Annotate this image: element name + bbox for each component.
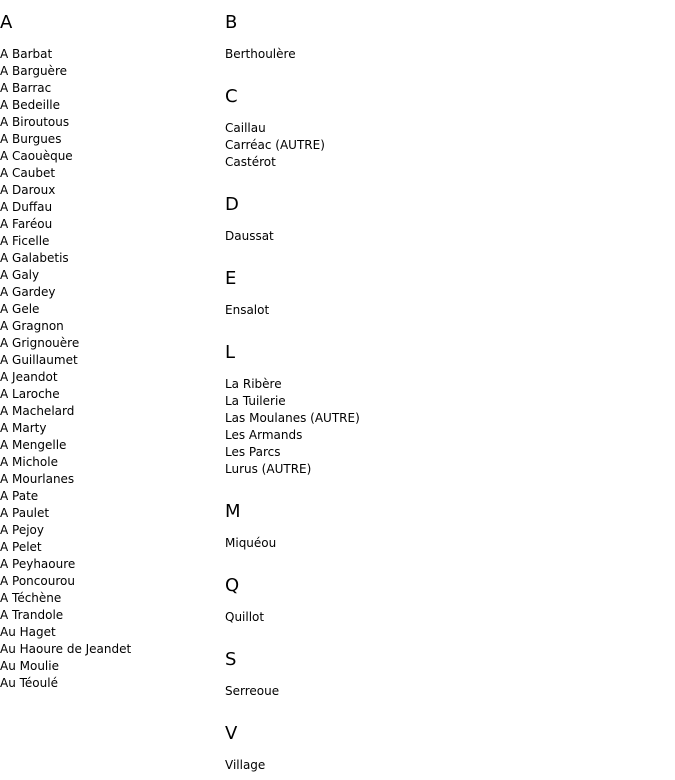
place-list-item: A Trandole bbox=[0, 608, 64, 622]
place-list-item: Carréac (AUTRE) bbox=[225, 138, 325, 152]
letter-section bbox=[225, 724, 665, 774]
letter-section bbox=[225, 343, 665, 478]
place-list-item: A Barrac bbox=[0, 81, 52, 95]
place-list-item: A Gele bbox=[0, 302, 40, 316]
letter-section bbox=[225, 195, 665, 245]
place-list bbox=[225, 46, 665, 63]
place-list bbox=[225, 228, 665, 245]
place-list-item: A Burgues bbox=[0, 132, 62, 146]
place-list-item: Serreoue bbox=[225, 684, 280, 698]
section-letter: B bbox=[225, 12, 238, 33]
place-list-item: Lurus (AUTRE) bbox=[225, 462, 312, 476]
place-list-item: Les Armands bbox=[225, 428, 303, 442]
letter-section bbox=[225, 87, 665, 171]
place-list-item: A Caubet bbox=[0, 166, 56, 180]
place-list-item: A Gragnon bbox=[0, 319, 64, 333]
place-list-item: A Pejoy bbox=[0, 523, 44, 537]
section-letter: Q bbox=[225, 575, 240, 596]
place-list-item: Au Haoure de Jeandet bbox=[0, 642, 132, 656]
place-list-item: A Galy bbox=[0, 268, 40, 282]
place-list-item: A Galabetis bbox=[0, 251, 69, 265]
place-list-item: A Paulet bbox=[0, 506, 50, 520]
place-list-item: A Jeandot bbox=[0, 370, 58, 384]
place-list-item: A Marty bbox=[0, 421, 47, 435]
place-list-item: A Ficelle bbox=[0, 234, 50, 248]
letter-section bbox=[225, 576, 665, 626]
place-list-item: Ensalot bbox=[225, 303, 270, 317]
letter-section bbox=[225, 650, 665, 700]
section-letter: A bbox=[0, 12, 13, 33]
place-list-item: A Poncourou bbox=[0, 574, 75, 588]
place-list bbox=[225, 376, 665, 478]
place-list bbox=[225, 757, 665, 774]
place-list-item: A Bedeille bbox=[0, 98, 61, 112]
place-list-item: La Tuilerie bbox=[225, 394, 286, 408]
place-list-item: La Ribère bbox=[225, 377, 282, 391]
place-list-item: A Barguère bbox=[0, 64, 67, 78]
place-list-item: A Laroche bbox=[0, 387, 60, 401]
section-letter: V bbox=[225, 723, 238, 744]
letter-section-a bbox=[0, 13, 220, 692]
place-list bbox=[225, 683, 665, 700]
place-list bbox=[225, 302, 665, 319]
place-list-item: A Gardey bbox=[0, 285, 56, 299]
place-list-item: Au Téoulé bbox=[0, 676, 58, 690]
letter-section bbox=[225, 13, 665, 63]
place-list-item: Daussat bbox=[225, 229, 274, 243]
place-list-item: A Biroutous bbox=[0, 115, 70, 129]
section-letter: L bbox=[225, 342, 236, 363]
place-list-item: Caillau bbox=[225, 121, 266, 135]
place-list-item: Castérot bbox=[225, 155, 276, 169]
place-list-item: Au Haget bbox=[0, 625, 56, 639]
place-list-item: A Daroux bbox=[0, 183, 56, 197]
place-list-item: Las Moulanes (AUTRE) bbox=[225, 411, 360, 425]
place-list-item: Miquéou bbox=[225, 536, 277, 550]
place-list bbox=[0, 46, 220, 692]
place-list-item: Berthoulère bbox=[225, 47, 296, 61]
section-letter: S bbox=[225, 649, 237, 670]
section-letter: E bbox=[225, 268, 237, 289]
place-list-item: A Faréou bbox=[0, 217, 53, 231]
section-letter: M bbox=[225, 501, 241, 522]
place-list bbox=[225, 535, 665, 552]
place-list-item: Au Moulie bbox=[0, 659, 59, 673]
right-column bbox=[225, 0, 665, 774]
place-list-item: Les Parcs bbox=[225, 445, 281, 459]
place-list-item: A Pelet bbox=[0, 540, 42, 554]
section-letter: C bbox=[225, 86, 238, 107]
left-column bbox=[0, 0, 220, 692]
place-list-item: A Barbat bbox=[0, 47, 53, 61]
place-list-item: A Guillaumet bbox=[0, 353, 78, 367]
section-letter: D bbox=[225, 194, 239, 215]
letter-section bbox=[225, 269, 665, 319]
place-list bbox=[225, 120, 665, 171]
place-list-item: Village bbox=[225, 758, 266, 772]
place-list-item: A Mourlanes bbox=[0, 472, 75, 486]
place-list-item: A Duffau bbox=[0, 200, 53, 214]
place-list-item: A Téchène bbox=[0, 591, 62, 605]
place-list-item: A Pate bbox=[0, 489, 39, 503]
place-list-item: A Mengelle bbox=[0, 438, 67, 452]
letter-section bbox=[225, 502, 665, 552]
place-list-item: A Grignouère bbox=[0, 336, 80, 350]
place-list-item: A Caouèque bbox=[0, 149, 73, 163]
place-list-item: A Peyhaoure bbox=[0, 557, 76, 571]
place-list bbox=[225, 609, 665, 626]
place-list-item: A Michole bbox=[0, 455, 58, 469]
place-list-item: A Machelard bbox=[0, 404, 75, 418]
place-list-item: Quillot bbox=[225, 610, 265, 624]
